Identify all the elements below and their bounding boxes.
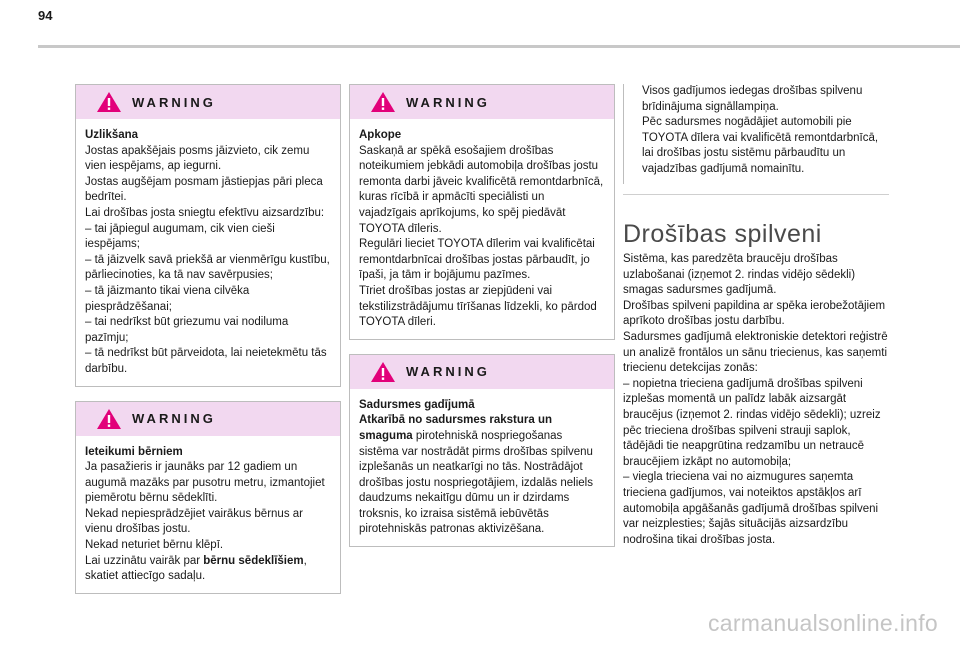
warning-triangle-icon [96,91,122,113]
warning-triangle-icon [96,408,122,430]
info-text: Visos gadījumos iedegas drošības spilvenu brīdinājuma signāllampiņa. [642,85,863,113]
section-paragraph: Sadursmes gadījumā elektroniskie detektori reģistrē un analizē frontālos un sānu triecienus, kas saņemti triecienu detekcijas zonās: [623,330,888,375]
warning-title: WARNING [132,94,216,110]
warning-header [76,85,340,119]
watermark: carmanualsonline.info [707,610,938,636]
warning-header [76,402,340,436]
warning-text [359,413,605,538]
warning-box-collision [349,354,615,547]
warning-text: Jostas augšējam posmam jāstiepjas pāri pleca bedrītei. [85,175,323,204]
warning-text-part: , skatiet attiecīgo sadaļu. [85,554,307,583]
warning-box-maintenance [349,84,615,340]
warning-body [350,389,614,546]
section-divider [623,194,889,195]
warning-text: Regulāri lieciet TOYOTA dīlerim vai kvalificētai remontdarbnīcai drošības jostas pārbaudīt, jo īpaši, ja tām ir bojājumu pazīmes. [359,238,595,282]
warning-text: Nekad nepiesprādzējiet vairākus bērnus ar vienu drošības jostu. [85,507,303,536]
section-paragraph: Sistēma, kas paredzēta braucēju drošības uzlabošanai (izņemot 2. rindas vidējo sēdekli) smagas sadursmes gadījumā. [623,253,856,297]
warning-text [85,554,331,585]
warning-header [350,85,614,119]
warning-list-item: – tā jāizvelk savā priekšā ar vienmērīgu kustību, pārliecinoties, ka tā nav savērpusies; [85,253,330,282]
child-seats-link[interactable]: bērnu sēdeklīšiem [203,554,304,567]
warning-text: Tīriet drošības jostas ar ziepjūdeni vai tekstilizstrādājumu tīrīšanas līdzekli, ko pārdod TOYOTA dīleri. [359,284,597,329]
warning-heading: Uzlikšana [85,129,139,141]
warning-body [350,119,614,339]
warning-text: Nekad neturiet bērnu klēpī. [85,539,224,552]
warning-title: WARNING [132,411,216,426]
warning-box-children [75,401,341,594]
warning-title: WARNING [406,94,490,110]
warning-heading: Ieteikumi bērniem [85,445,183,458]
warning-triangle-icon [370,361,396,383]
warning-list-item: – tai nedrīkst būt griezumu vai nodiluma pazīmju; [85,316,289,344]
column-2 [349,84,615,561]
warning-list-item: – tā nedrīkst būt pārveidota, lai neietekmētu tās darbību. [85,347,327,375]
warning-box-fastening [75,84,341,387]
warning-text-part: pirotehniskā nospriegošanas sistēma var nostrādāt pirms drošības spilvenu izplešanās un neatkarīgi no tās. Nostrādājot drošības jostu nospriegotājiem, izdalās neliels daudzums nekaitīgu dūmu un ir dzirdams troksnis, ko izraisa sistēmā iebūvētās pirotehniskās patronas aktivizēšana. [359,429,593,536]
warning-body [76,119,340,386]
column-1 [75,84,341,608]
top-rule [38,45,960,48]
info-box [623,84,889,184]
warning-list-item: – tā jāizmanto tikai viena cilvēka piesprādzēšanai; [85,284,250,313]
section-title: Drošības spilveni [623,220,822,248]
warning-heading: Apkope [359,129,402,141]
section-paragraph: Drošības spilveni papildina ar spēka ierobežotājiem aprīkoto drošības jostu darbību. [623,299,886,328]
warning-title: WARNING [406,364,490,380]
warning-list-item: – tai jāpiegul augumam, cik vien cieši iespējams; [85,222,275,251]
warning-bold-inline: Atkarībā no sadursmes rakstura un smaguma [359,414,553,442]
warning-text: Jostas apakšējais posms jāizvieto, cik zemu vien iespējams, ap iegurni. [85,144,310,173]
warning-text: Saskaņā ar spēkā esošajiem drošības noteikumiem jebkādi automobiļa drošības jostu remonta darbi jāveic kvalificētā remontdarbnīcā, kuras rīcībā ir apmācīti speciālisti un vajadzīgais aprīkojums, ko spēj piedāvāt TOYOTA dīleris. [359,144,604,235]
column-3 [623,84,889,184]
page-number: 94 [38,8,53,23]
warning-text: Lai drošības josta sniegtu efektīvu aizsardzību: [85,206,325,219]
warning-heading: Sadursmes gadījumā [359,398,475,411]
section-list-item: – nopietna trieciena gadījumā drošības spilveni izplešas momentā un palīdz labāk aizsargāt braucējus (izņemot 2. rindas vidējo sēdekli); uzreiz pēc trieciena drošības spilveni strauji saplok, tādējādi tie neapgrūtina redzamību un netraucē braucējiem izkāpt no automobiļa; [623,377,881,468]
info-text: Pēc sadursmes nogādājiet automobili pie TOYOTA dīlera vai kvalificētā remontdarbnīcā, lai drošības jostu sistēmu pārbaudītu un vajadzības gadījumā nomainītu. [642,116,879,175]
warning-body [76,436,340,593]
warning-text-part: Lai uzzinātu vairāk par [85,554,204,567]
section-list-item: – viegla trieciena vai no aizmugures saņemta trieciena gadījumos, vai noteiktos apstākļos arī automobiļa apgāšanās gadījumā drošības spilveni var neizplesties; šajās situācijās aizsardzību nodrošina tikai drošības josta. [623,471,879,546]
warning-header [350,355,614,389]
warning-text: Ja pasažieris ir jaunāks par 12 gadiem un augumā mazāks par pusotru metru, izmantojiet piemērotu bērnu sēdeklīti. [85,461,325,505]
warning-triangle-icon [370,91,396,113]
section-body [623,252,889,548]
